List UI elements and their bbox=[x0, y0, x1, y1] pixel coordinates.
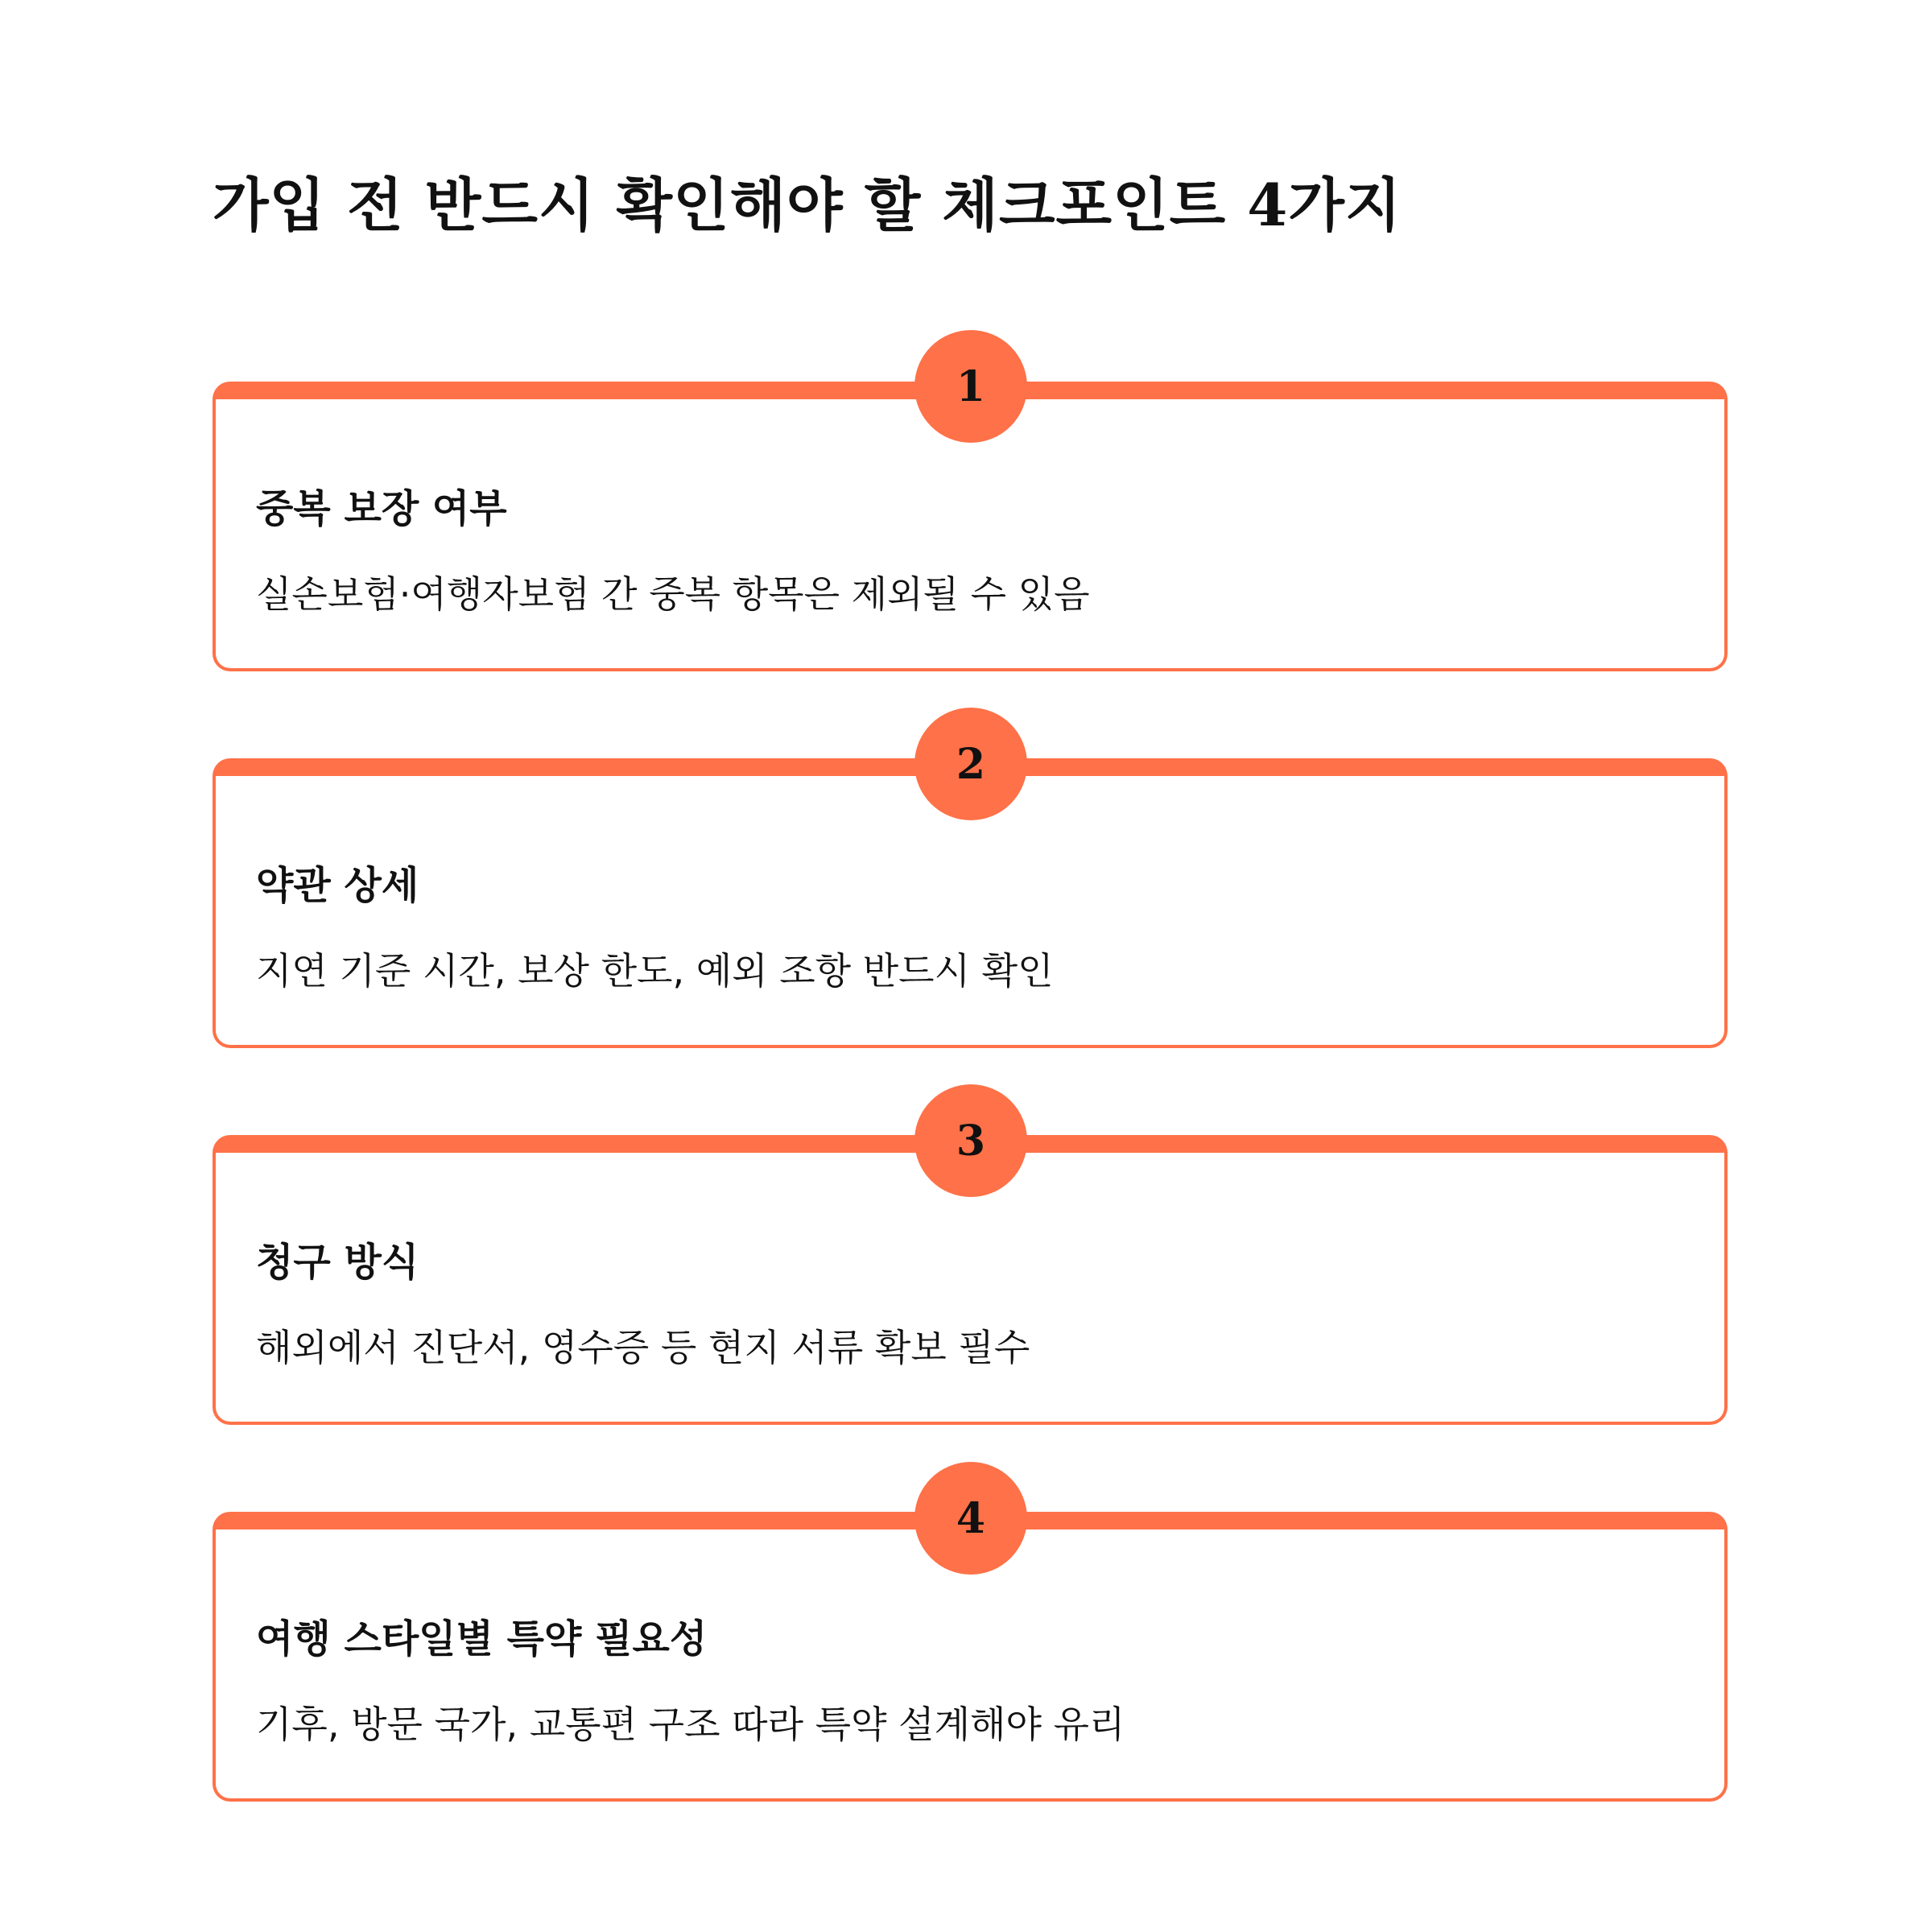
checkpoint-title: 여행 스타일별 특약 필요성 bbox=[256, 1616, 708, 1662]
checkpoint-title: 청구 방식 bbox=[256, 1240, 419, 1285]
checkpoint-title: 중복 보장 여부 bbox=[256, 486, 507, 531]
checkpoint-description: 지연 기준 시간, 보상 한도, 예외 조항 반드시 확인 bbox=[256, 949, 1054, 993]
checkpoint-title: 약관 상세 bbox=[256, 863, 419, 908]
number-badge-2: 2 bbox=[914, 708, 1027, 820]
checkpoint-description: 해외에서 진단서, 영수증 등 현지 서류 확보 필수 bbox=[256, 1326, 1030, 1369]
checkpoint-description: 기후, 방문 국가, 교통편 구조 따라 특약 설계해야 유리 bbox=[256, 1703, 1125, 1746]
number-badge-4: 4 bbox=[914, 1462, 1027, 1575]
number-badge-3: 3 bbox=[914, 1084, 1027, 1197]
number-badge-1: 1 bbox=[914, 330, 1027, 443]
page-title: 가입 전 반드시 확인해야 할 체크포인트 4가지 bbox=[213, 171, 1402, 239]
checkpoint-description: 실손보험·여행자보험 간 중복 항목은 제외될 수 있음 bbox=[256, 572, 1090, 616]
